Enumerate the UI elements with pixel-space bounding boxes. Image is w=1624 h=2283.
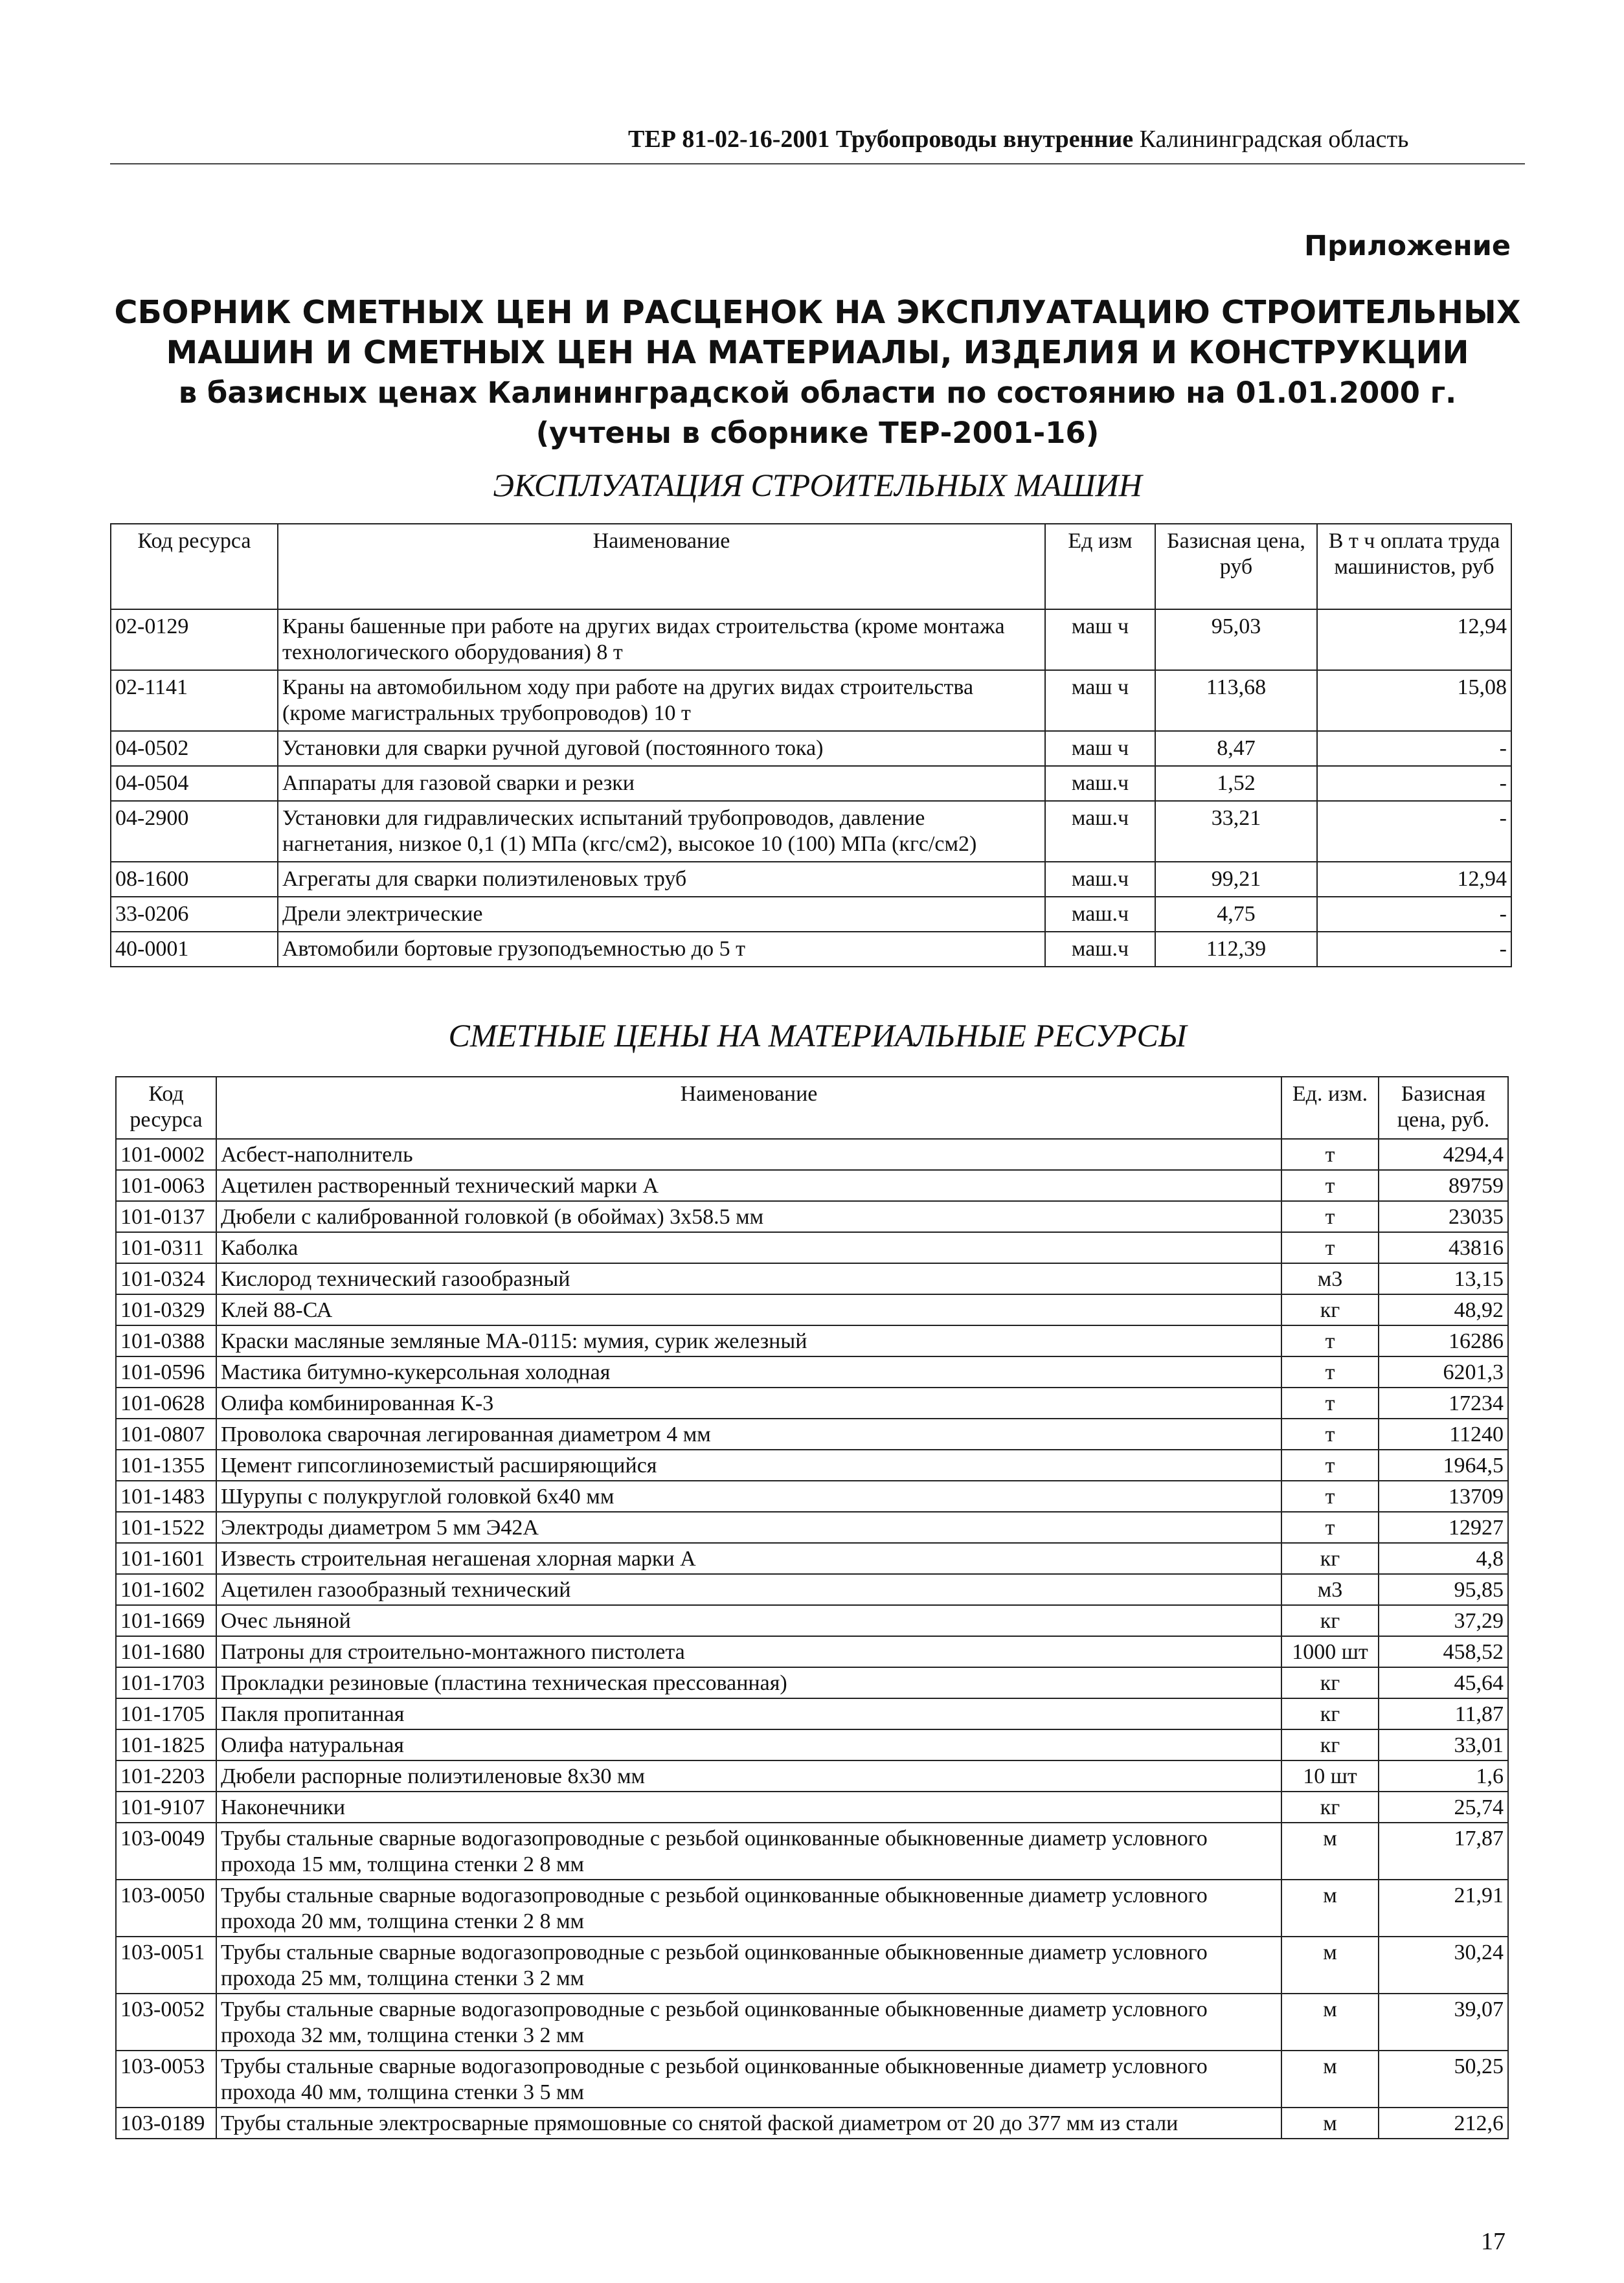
cell-price: 13,15 — [1379, 1263, 1508, 1294]
cell-name: Трубы стальные электросварные прямошовные со снятой фаской диаметром от 20 до 377 мм из стали — [216, 2108, 1281, 2139]
materials-header-name: Наименование — [216, 1077, 1281, 1139]
machines-header-price: Базисная цена, руб — [1155, 524, 1317, 609]
cell-name: Патроны для строительно-монтажного пистолета — [216, 1636, 1281, 1667]
cell-price: 212,6 — [1379, 2108, 1508, 2139]
cell-price: 1,52 — [1155, 766, 1317, 801]
cell-name: Клей 88-СА — [216, 1294, 1281, 1325]
table-row — [116, 1823, 1508, 1880]
table-row — [116, 1388, 1508, 1419]
cell-code: 103-0051 — [116, 1937, 216, 1994]
table-row — [116, 1729, 1508, 1760]
table-row — [116, 2051, 1508, 2108]
cell-code: 04-2900 — [111, 801, 278, 862]
table-row — [116, 1667, 1508, 1698]
table-row — [116, 1170, 1508, 1201]
table-row — [116, 1512, 1508, 1543]
cell-price: 43816 — [1379, 1232, 1508, 1263]
table-row — [116, 1294, 1508, 1325]
cell-price: 6201,3 — [1379, 1356, 1508, 1388]
cell-code: 101-1601 — [116, 1543, 216, 1574]
cell-price: 95,85 — [1379, 1574, 1508, 1605]
cell-unit: маш ч — [1045, 731, 1155, 766]
cell-unit: кг — [1281, 1667, 1379, 1698]
document-title — [110, 293, 1525, 453]
cell-unit: маш.ч — [1045, 897, 1155, 932]
cell-name: Олифа комбинированная К-3 — [216, 1388, 1281, 1419]
cell-name: Каболка — [216, 1232, 1281, 1263]
cell-name: Дюбели с калиброванной головкой (в обоймах) 3х58.5 мм — [216, 1201, 1281, 1232]
cell-unit: маш ч — [1045, 670, 1155, 731]
table-row — [116, 1481, 1508, 1512]
cell-code: 103-0189 — [116, 2108, 216, 2139]
cell-code: 101-1825 — [116, 1729, 216, 1760]
cell-name: Аппараты для газовой сварки и резки — [278, 766, 1045, 801]
cell-name: Трубы стальные сварные водогазопроводные с резьбой оцинкованные обыкновенные диаметр условного прохода 25 мм, толщина стенки 3 2 мм — [216, 1937, 1281, 1994]
cell-code: 40-0001 — [111, 932, 278, 967]
cell-price: 1964,5 — [1379, 1450, 1508, 1481]
cell-name: Мастика битумно-кукерсольная холодная — [216, 1356, 1281, 1388]
cell-labor: 12,94 — [1317, 609, 1511, 670]
table-row — [116, 1574, 1508, 1605]
cell-price: 21,91 — [1379, 1880, 1508, 1937]
machines-section-title: ЭКСПЛУАТАЦИЯ СТРОИТЕЛЬНЫХ МАШИН — [493, 467, 1142, 503]
machines-table — [110, 523, 1512, 967]
cell-code: 101-2203 — [116, 1760, 216, 1792]
cell-price: 23035 — [1379, 1201, 1508, 1232]
cell-code: 101-0002 — [116, 1139, 216, 1170]
table-row — [116, 1139, 1508, 1170]
cell-price: 25,74 — [1379, 1792, 1508, 1823]
cell-code: 08-1600 — [111, 862, 278, 897]
table-row — [111, 670, 1511, 731]
cell-unit: т — [1281, 1388, 1379, 1419]
cell-unit: т — [1281, 1201, 1379, 1232]
header-code: ТЕР 81-02-16-2001 — [628, 126, 830, 153]
cell-unit: м — [1281, 1880, 1379, 1937]
header-title: Трубопроводы внутренние — [835, 126, 1134, 153]
cell-code: 101-1355 — [116, 1450, 216, 1481]
cell-name: Трубы стальные сварные водогазопроводные с резьбой оцинкованные обыкновенные диаметр условного прохода 40 мм, толщина стенки 3 5 мм — [216, 2051, 1281, 2108]
table-row — [111, 862, 1511, 897]
cell-name: Дрели электрические — [278, 897, 1045, 932]
cell-name: Наконечники — [216, 1792, 1281, 1823]
cell-labor: - — [1317, 897, 1511, 932]
cell-unit: маш.ч — [1045, 801, 1155, 862]
cell-price: 112,39 — [1155, 932, 1317, 967]
materials-section-title: СМЕТНЫЕ ЦЕНЫ НА МАТЕРИАЛЬНЫЕ РЕСУРСЫ — [448, 1017, 1187, 1053]
table-row — [116, 1760, 1508, 1792]
table-row — [116, 1698, 1508, 1729]
cell-unit: т — [1281, 1450, 1379, 1481]
cell-code: 33-0206 — [111, 897, 278, 932]
machines-header-unit: Ед изм — [1045, 524, 1155, 609]
cell-code: 101-1669 — [116, 1605, 216, 1636]
cell-code: 04-0502 — [111, 731, 278, 766]
title-line-3: в базисных ценах Калининградской области по состоянию на 01.01.2000 г. — [178, 376, 1457, 410]
materials-header-code: Код ресурса — [116, 1077, 216, 1139]
cell-unit: м — [1281, 1937, 1379, 1994]
cell-unit: 10 шт — [1281, 1760, 1379, 1792]
table-row — [116, 1543, 1508, 1574]
cell-price: 4294,4 — [1379, 1139, 1508, 1170]
cell-name: Установки для гидравлических испытаний трубопроводов, давление нагнетания, низкое 0,1 (1) МПа (кгс/см2), высокое 10 (100) МПа (кгс/см2) — [278, 801, 1045, 862]
cell-code: 101-0329 — [116, 1294, 216, 1325]
cell-name: Автомобили бортовые грузоподъемностью до 5 т — [278, 932, 1045, 967]
table-row — [116, 1880, 1508, 1937]
cell-price: 12927 — [1379, 1512, 1508, 1543]
table-row — [116, 1994, 1508, 2051]
table-row — [111, 801, 1511, 862]
cell-unit: т — [1281, 1512, 1379, 1543]
cell-unit: маш.ч — [1045, 862, 1155, 897]
cell-name: Цемент гипсоглиноземистый расширяющийся — [216, 1450, 1281, 1481]
cell-name: Известь строительная негашеная хлорная марки А — [216, 1543, 1281, 1574]
cell-code: 101-0137 — [116, 1201, 216, 1232]
table-row — [116, 1419, 1508, 1450]
cell-name: Очес льняной — [216, 1605, 1281, 1636]
cell-unit: т — [1281, 1419, 1379, 1450]
cell-labor: 12,94 — [1317, 862, 1511, 897]
machines-header-labor: В т ч оплата труда машинистов, руб — [1317, 524, 1511, 609]
cell-code: 02-1141 — [111, 670, 278, 731]
cell-unit: кг — [1281, 1543, 1379, 1574]
cell-unit: кг — [1281, 1792, 1379, 1823]
header-region: Калининградская область — [1139, 126, 1409, 153]
cell-price: 113,68 — [1155, 670, 1317, 731]
table-row — [116, 1450, 1508, 1481]
cell-code: 103-0052 — [116, 1994, 216, 2051]
cell-price: 4,75 — [1155, 897, 1317, 932]
materials-table — [115, 1076, 1509, 2139]
cell-price: 17234 — [1379, 1388, 1508, 1419]
cell-unit: м — [1281, 1994, 1379, 2051]
appendix-label: Приложение — [1304, 230, 1511, 262]
materials-header-price: Базисная цена, руб. — [1379, 1077, 1508, 1139]
cell-labor: - — [1317, 932, 1511, 967]
cell-unit: т — [1281, 1325, 1379, 1356]
cell-price: 13709 — [1379, 1481, 1508, 1512]
cell-name: Ацетилен растворенный технический марки А — [216, 1170, 1281, 1201]
cell-name: Прокладки резиновые (пластина техническая прессованная) — [216, 1667, 1281, 1698]
table-row — [116, 1201, 1508, 1232]
cell-unit: т — [1281, 1481, 1379, 1512]
cell-code: 101-1483 — [116, 1481, 216, 1512]
cell-unit: т — [1281, 1139, 1379, 1170]
cell-name: Краны на автомобильном ходу при работе на других видах строительства (кроме магистральных трубопроводов) 10 т — [278, 670, 1045, 731]
cell-code: 101-0596 — [116, 1356, 216, 1388]
cell-unit: маш.ч — [1045, 932, 1155, 967]
cell-name: Проволока сварочная легированная диаметром 4 мм — [216, 1419, 1281, 1450]
cell-unit: т — [1281, 1356, 1379, 1388]
page-number: 17 — [1481, 2228, 1506, 2255]
cell-price: 33,01 — [1379, 1729, 1508, 1760]
table-row — [111, 897, 1511, 932]
cell-unit: м — [1281, 1823, 1379, 1880]
cell-code: 103-0053 — [116, 2051, 216, 2108]
cell-name: Электроды диаметром 5 мм Э42А — [216, 1512, 1281, 1543]
table-row — [116, 1792, 1508, 1823]
cell-price: 4,8 — [1379, 1543, 1508, 1574]
cell-unit: кг — [1281, 1605, 1379, 1636]
cell-code: 101-0324 — [116, 1263, 216, 1294]
cell-code: 103-0050 — [116, 1880, 216, 1937]
machines-header-code: Код ресурса — [111, 524, 278, 609]
cell-name: Олифа натуральная — [216, 1729, 1281, 1760]
cell-code: 101-0628 — [116, 1388, 216, 1419]
cell-price: 48,92 — [1379, 1294, 1508, 1325]
cell-labor: - — [1317, 731, 1511, 766]
cell-labor: 15,08 — [1317, 670, 1511, 731]
cell-code: 04-0504 — [111, 766, 278, 801]
cell-price: 37,29 — [1379, 1605, 1508, 1636]
table-row — [116, 1263, 1508, 1294]
cell-price: 16286 — [1379, 1325, 1508, 1356]
cell-unit: т — [1281, 1170, 1379, 1201]
cell-price: 8,47 — [1155, 731, 1317, 766]
cell-price: 45,64 — [1379, 1667, 1508, 1698]
cell-name: Кислород технический газообразный — [216, 1263, 1281, 1294]
cell-price: 50,25 — [1379, 2051, 1508, 2108]
machines-header-name: Наименование — [278, 524, 1045, 609]
cell-price: 39,07 — [1379, 1994, 1508, 2051]
table-row — [116, 1325, 1508, 1356]
cell-code: 101-0063 — [116, 1170, 216, 1201]
cell-name: Асбест-наполнитель — [216, 1139, 1281, 1170]
cell-labor: - — [1317, 766, 1511, 801]
cell-price: 33,21 — [1155, 801, 1317, 862]
cell-unit: м3 — [1281, 1574, 1379, 1605]
cell-price: 11240 — [1379, 1419, 1508, 1450]
cell-code: 101-1703 — [116, 1667, 216, 1698]
cell-unit: м3 — [1281, 1263, 1379, 1294]
table-row — [116, 2108, 1508, 2139]
cell-name: Ацетилен газообразный технический — [216, 1574, 1281, 1605]
cell-price: 1,6 — [1379, 1760, 1508, 1792]
table-row — [111, 766, 1511, 801]
cell-code: 02-0129 — [111, 609, 278, 670]
cell-price: 95,03 — [1155, 609, 1317, 670]
cell-name: Трубы стальные сварные водогазопроводные с резьбой оцинкованные обыкновенные диаметр условного прохода 32 мм, толщина стенки 3 2 мм — [216, 1994, 1281, 2051]
cell-name: Пакля пропитанная — [216, 1698, 1281, 1729]
cell-code: 103-0049 — [116, 1823, 216, 1880]
cell-name: Краски масляные земляные МА-0115: мумия, сурик железный — [216, 1325, 1281, 1356]
cell-unit: 1000 шт — [1281, 1636, 1379, 1667]
cell-price: 11,87 — [1379, 1698, 1508, 1729]
table-row — [116, 1232, 1508, 1263]
cell-name: Агрегаты для сварки полиэтиленовых труб — [278, 862, 1045, 897]
title-line-1: СБОРНИК СМЕТНЫХ ЦЕН И РАСЦЕНОК НА ЭКСПЛУАТАЦИЮ СТРОИТЕЛЬНЫХ — [114, 294, 1521, 331]
cell-name: Трубы стальные сварные водогазопроводные с резьбой оцинкованные обыкновенные диаметр условного прохода 20 мм, толщина стенки 2 8 мм — [216, 1880, 1281, 1937]
cell-price: 99,21 — [1155, 862, 1317, 897]
table-row — [116, 1937, 1508, 1994]
cell-code: 101-1705 — [116, 1698, 216, 1729]
cell-unit: м — [1281, 2051, 1379, 2108]
table-row — [111, 932, 1511, 967]
title-line-2: МАШИН И СМЕТНЫХ ЦЕН НА МАТЕРИАЛЫ, ИЗДЕЛИЯ И КОНСТРУКЦИИ — [166, 334, 1469, 371]
cell-price: 17,87 — [1379, 1823, 1508, 1880]
cell-name: Трубы стальные сварные водогазопроводные с резьбой оцинкованные обыкновенные диаметр условного прохода 15 мм, толщина стенки 2 8 мм — [216, 1823, 1281, 1880]
cell-unit: м — [1281, 2108, 1379, 2139]
table-row — [111, 609, 1511, 670]
table-row — [116, 1605, 1508, 1636]
cell-code: 101-0388 — [116, 1325, 216, 1356]
table-row — [116, 1636, 1508, 1667]
cell-name: Установки для сварки ручной дуговой (постоянного тока) — [278, 731, 1045, 766]
cell-code: 101-0311 — [116, 1232, 216, 1263]
table-row — [116, 1356, 1508, 1388]
cell-labor: - — [1317, 801, 1511, 862]
cell-name: Краны башенные при работе на других видах строительства (кроме монтажа технологического оборудования) 8 т — [278, 609, 1045, 670]
table-row — [111, 731, 1511, 766]
cell-code: 101-1522 — [116, 1512, 216, 1543]
cell-price: 89759 — [1379, 1170, 1508, 1201]
title-line-4: (учтены в сборнике ТЕР-2001-16) — [536, 416, 1100, 450]
cell-code: 101-0807 — [116, 1419, 216, 1450]
cell-unit: кг — [1281, 1698, 1379, 1729]
header-rule — [110, 163, 1525, 164]
cell-name: Дюбели распорные полиэтиленовые 8х30 мм — [216, 1760, 1281, 1792]
cell-price: 458,52 — [1379, 1636, 1508, 1667]
running-header — [628, 125, 1525, 153]
cell-unit: маш ч — [1045, 609, 1155, 670]
cell-code: 101-9107 — [116, 1792, 216, 1823]
cell-name: Шурупы с полукруглой головкой 6х40 мм — [216, 1481, 1281, 1512]
cell-unit: маш.ч — [1045, 766, 1155, 801]
cell-unit: кг — [1281, 1729, 1379, 1760]
materials-header-unit: Ед. изм. — [1281, 1077, 1379, 1139]
cell-unit: т — [1281, 1232, 1379, 1263]
cell-price: 30,24 — [1379, 1937, 1508, 1994]
cell-code: 101-1602 — [116, 1574, 216, 1605]
cell-unit: кг — [1281, 1294, 1379, 1325]
cell-code: 101-1680 — [116, 1636, 216, 1667]
